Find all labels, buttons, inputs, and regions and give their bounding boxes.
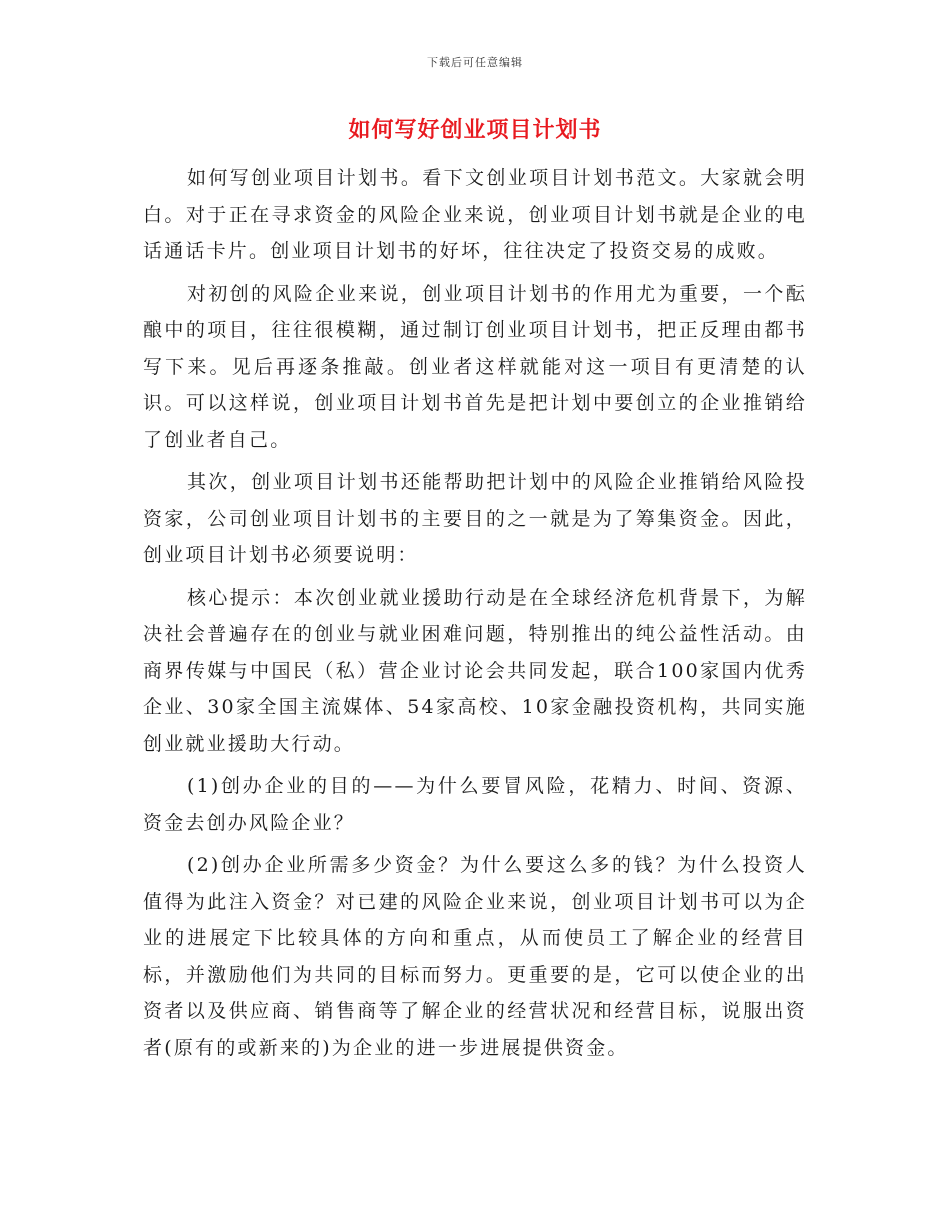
paragraph-3: 其次，创业项目计划书还能帮助把计划中的风险企业推销给风险投资家，公司创业项目计划书的主要目的之一就是为了筹集资金。因此，创业项目计划书必须要说明： xyxy=(143,471,807,566)
paragraph-1: 如何写创业项目计划书。看下文创业项目计划书范文。大家就会明白。对于正在寻求资金的风险企业来说，创业项目计划书就是企业的电话通话卡片。创业项目计划书的好坏，往往决定了投资交易的成败。 xyxy=(143,167,807,262)
paragraph-5: (1)创办企业的目的——为什么要冒风险，花精力、时间、资源、资金去创办风险企业？ xyxy=(143,775,807,834)
paragraph-2: 对初创的风险企业来说，创业项目计划书的作用尤为重要，一个酝酿中的项目，往往很模糊，通过制订创业项目计划书，把正反理由都书写下来。见后再逐条推敲。创业者这样就能对这一项目有更清楚的认识。可以这样说，创业项目计划书首先是把计划中要创立的企业推销给了创业者自己。 xyxy=(143,282,807,451)
document-title: 如何写好创业项目计划书 xyxy=(348,118,602,143)
paragraph-4: 核心提示：本次创业就业援助行动是在全球经济危机背景下，为解决社会普遍存在的创业与就业困难问题，特别推出的纯公益性活动。由商界传媒与中国民（私）营企业讨论会共同发起，联合100家国内优秀企业、30家全国主流媒体、54家高校、10家金融投资机构，共同实施创业就业援助大行动。 xyxy=(143,586,807,755)
paragraph-6: (2)创办企业所需多少资金？为什么要这么多的钱？为什么投资人值得为此注入资金？对已建的风险企业来说，创业项目计划书可以为企业的进展定下比较具体的方向和重点，从而使员工了解企业的经营目标，并激励他们为共同的目标而努力。更重要的是，它可以使企业的出资者以及供应商、销售商等了解企业的经营状况和经营目标，说服出资者(原有的或新来的)为企业的进一步进展提供资金。 xyxy=(143,854,807,1059)
page-header-note: 下载后可任意编辑 xyxy=(427,56,523,69)
document-body xyxy=(143,160,807,1072)
